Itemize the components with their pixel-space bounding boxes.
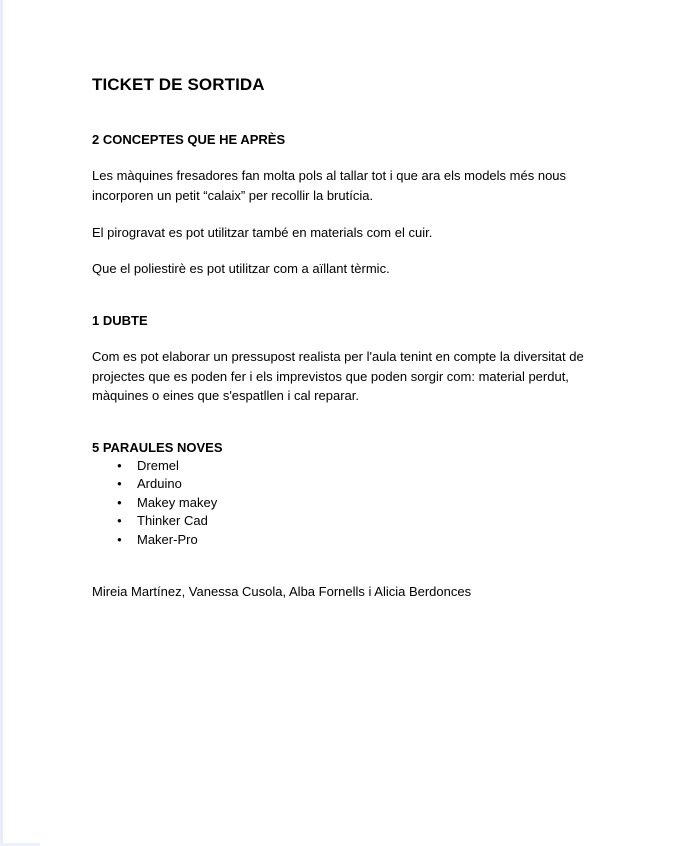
- list-item: [92, 456, 217, 475]
- section-heading-doubt: 1 DUBTE: [92, 313, 148, 328]
- list-item-label: Arduino: [137, 476, 182, 492]
- list-item-label: Maker-Pro: [137, 531, 198, 547]
- paragraph-line: Les màquines fresadores fan molta pols al tallar tot i que ara els models més nous: [92, 168, 567, 183]
- document-title: TICKET DE SORTIDA: [92, 75, 265, 94]
- new-words-list: [92, 456, 217, 549]
- list-item-label: Makey makey: [137, 494, 218, 510]
- paragraph-line: Com es pot elaborar un pressupost realista per l'aula tenint en compte la diversitat de: [92, 349, 584, 364]
- bullet-icon: ●: [117, 460, 122, 470]
- list-item: [92, 530, 217, 549]
- section-heading-concepts: 2 CONCEPTES QUE HE APRÈS: [92, 132, 286, 147]
- paragraph-line: projectes que es poden fer i els imprevistos que poden sorgir com: material perdut,: [92, 368, 569, 384]
- bullet-icon: ●: [117, 534, 122, 544]
- paragraph-concept-2: El pirogravat es pot utilitzar també en materials com el cuir.: [92, 225, 433, 240]
- bullet-icon: ●: [117, 479, 122, 489]
- bullet-icon: ●: [117, 497, 122, 507]
- list-item-label: Dremel: [137, 457, 179, 473]
- paragraph-concept-3: Que el poliestirè es pot utilitzar com a aïllant tèrmic.: [92, 261, 390, 276]
- authors-line: Mireia Martínez, Vanessa Cusola, Alba Fornells i Alicia Berdonces: [92, 584, 472, 599]
- page-left-edge: [0, 0, 3, 843]
- paragraph-line: incorporen un petit “calaix” per recollir la brutícia.: [92, 187, 374, 203]
- list-item: [92, 512, 217, 531]
- paragraph-concept-1: [92, 166, 566, 205]
- paragraph-doubt: [92, 347, 584, 406]
- bullet-icon: ●: [117, 516, 122, 526]
- paragraph-line: màquines o eines que s'espatllen i cal reparar.: [92, 388, 359, 403]
- list-item: [92, 475, 217, 494]
- list-item: [92, 493, 217, 512]
- list-item-label: Thinker Cad: [137, 513, 208, 529]
- section-heading-new-words: 5 PARAULES NOVES: [92, 440, 223, 455]
